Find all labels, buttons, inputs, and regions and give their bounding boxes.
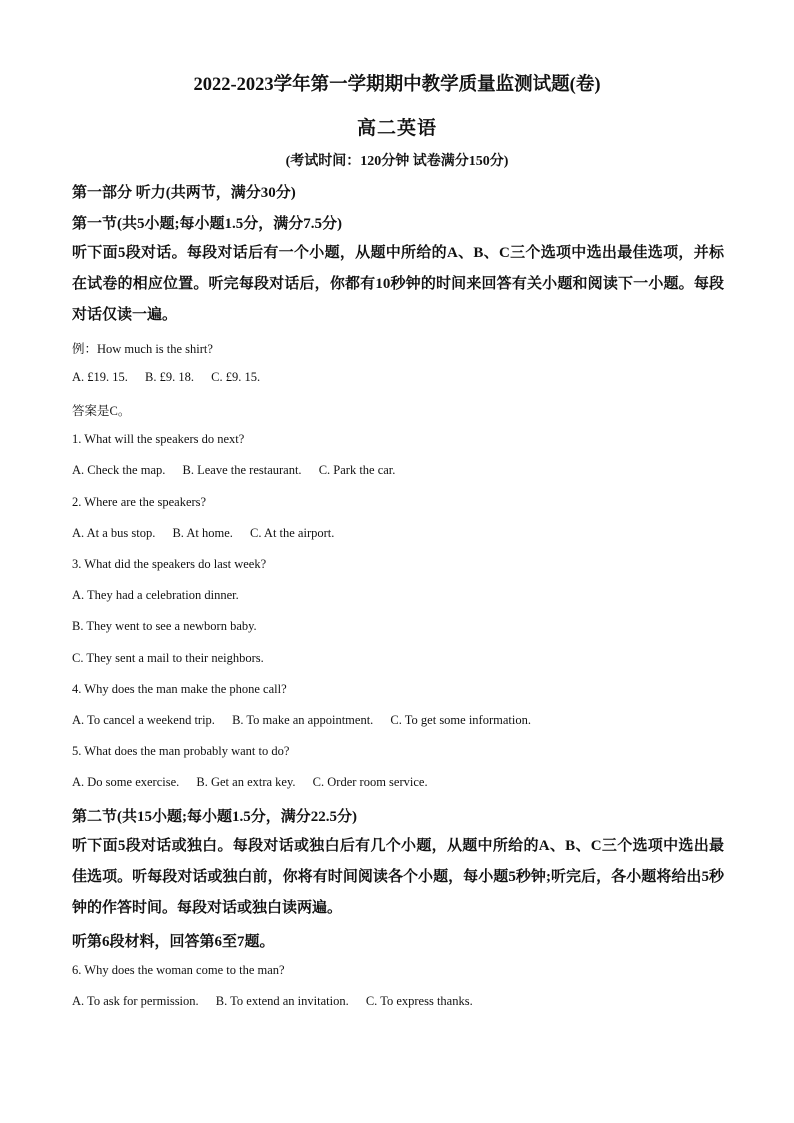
option-c: C. £9. 15. bbox=[211, 370, 261, 384]
option-c: C. To get some information. bbox=[390, 713, 531, 727]
option-b: B. £9. 18. bbox=[145, 370, 194, 384]
question-5: 5. What does the man probably want to do? bbox=[72, 744, 290, 758]
option-b: B. Get an extra key. bbox=[196, 775, 296, 789]
question-5-options bbox=[72, 775, 442, 790]
section2-heading: 第二节(共15小题;每小题1.5分，满分22.5分) bbox=[72, 809, 357, 825]
option-a: A. To ask for permission. bbox=[72, 994, 199, 1008]
question-3-option-b: B. They went to see a newborn baby. bbox=[72, 619, 257, 633]
example-question: 例：How much is the shirt? bbox=[72, 342, 213, 356]
question-3-option-c: C. They sent a mail to their neighbors. bbox=[72, 651, 264, 665]
section1-instruction: 听下面5段对话。每段对话后有一个小题，从题中所给的A、B、C三个选项中选出最佳选项，并标在试卷的相应位置。听完每段对话后，你都有10秒钟的时间来回答有关小题和阅读下一小题。每段对话仅读一遍。 bbox=[72, 245, 724, 323]
option-a: A. Do some exercise. bbox=[72, 775, 180, 789]
question-2: 2. Where are the speakers? bbox=[72, 495, 207, 509]
option-a: A. To cancel a weekend trip. bbox=[72, 713, 215, 727]
option-c: C. Order room service. bbox=[312, 775, 428, 789]
option-b: B. Leave the restaurant. bbox=[182, 463, 302, 477]
subject-title: 高二英语 bbox=[356, 118, 437, 139]
option-b: B. To extend an invitation. bbox=[215, 994, 349, 1008]
example-options bbox=[72, 370, 274, 385]
section2-instruction: 听下面5段对话或独白。每段对话或独白后有几个小题，从题中所给的A、B、C三个选项中选出最佳选项。听每段对话或独白前，你将有时间阅读各个小题，每小题5秒钟;听完后，各小题将给出5秒钟的作答时间。每段对话或独白读两遍。 bbox=[72, 838, 724, 916]
question-2-options bbox=[72, 526, 348, 541]
option-b: B. To make an appointment. bbox=[232, 713, 374, 727]
option-c: C. To express thanks. bbox=[365, 994, 473, 1008]
question-4-options bbox=[72, 713, 545, 728]
question-6-options bbox=[72, 994, 487, 1009]
question-3-option-a: A. They had a celebration dinner. bbox=[72, 588, 239, 602]
part1-heading: 第一部分 听力(共两节，满分30分) bbox=[72, 185, 296, 201]
question-1-options bbox=[72, 463, 409, 478]
option-c: C. Park the car. bbox=[318, 463, 396, 477]
option-a: A. At a bus stop. bbox=[72, 526, 156, 540]
exam-title: 2022-2023学年第一学期期中教学质量监测试题(卷) bbox=[193, 75, 601, 95]
question-6: 6. Why does the woman come to the man? bbox=[72, 963, 285, 977]
exam-info: (考试时间：120分钟 试卷满分150分) bbox=[285, 154, 509, 169]
option-c: C. At the airport. bbox=[250, 526, 335, 540]
option-b: B. At home. bbox=[172, 526, 233, 540]
section1-heading: 第一节(共5小题;每小题1.5分，满分7.5分) bbox=[72, 216, 342, 232]
option-a: A. £19. 15. bbox=[72, 370, 128, 384]
material-note: 听第6段材料，回答第6至7题。 bbox=[72, 934, 275, 950]
question-4: 4. Why does the man make the phone call? bbox=[72, 682, 287, 696]
question-1: 1. What will the speakers do next? bbox=[72, 432, 245, 446]
option-a: A. Check the map. bbox=[72, 463, 166, 477]
question-3: 3. What did the speakers do last week? bbox=[72, 557, 267, 571]
example-answer: 答案是C。 bbox=[72, 404, 131, 418]
